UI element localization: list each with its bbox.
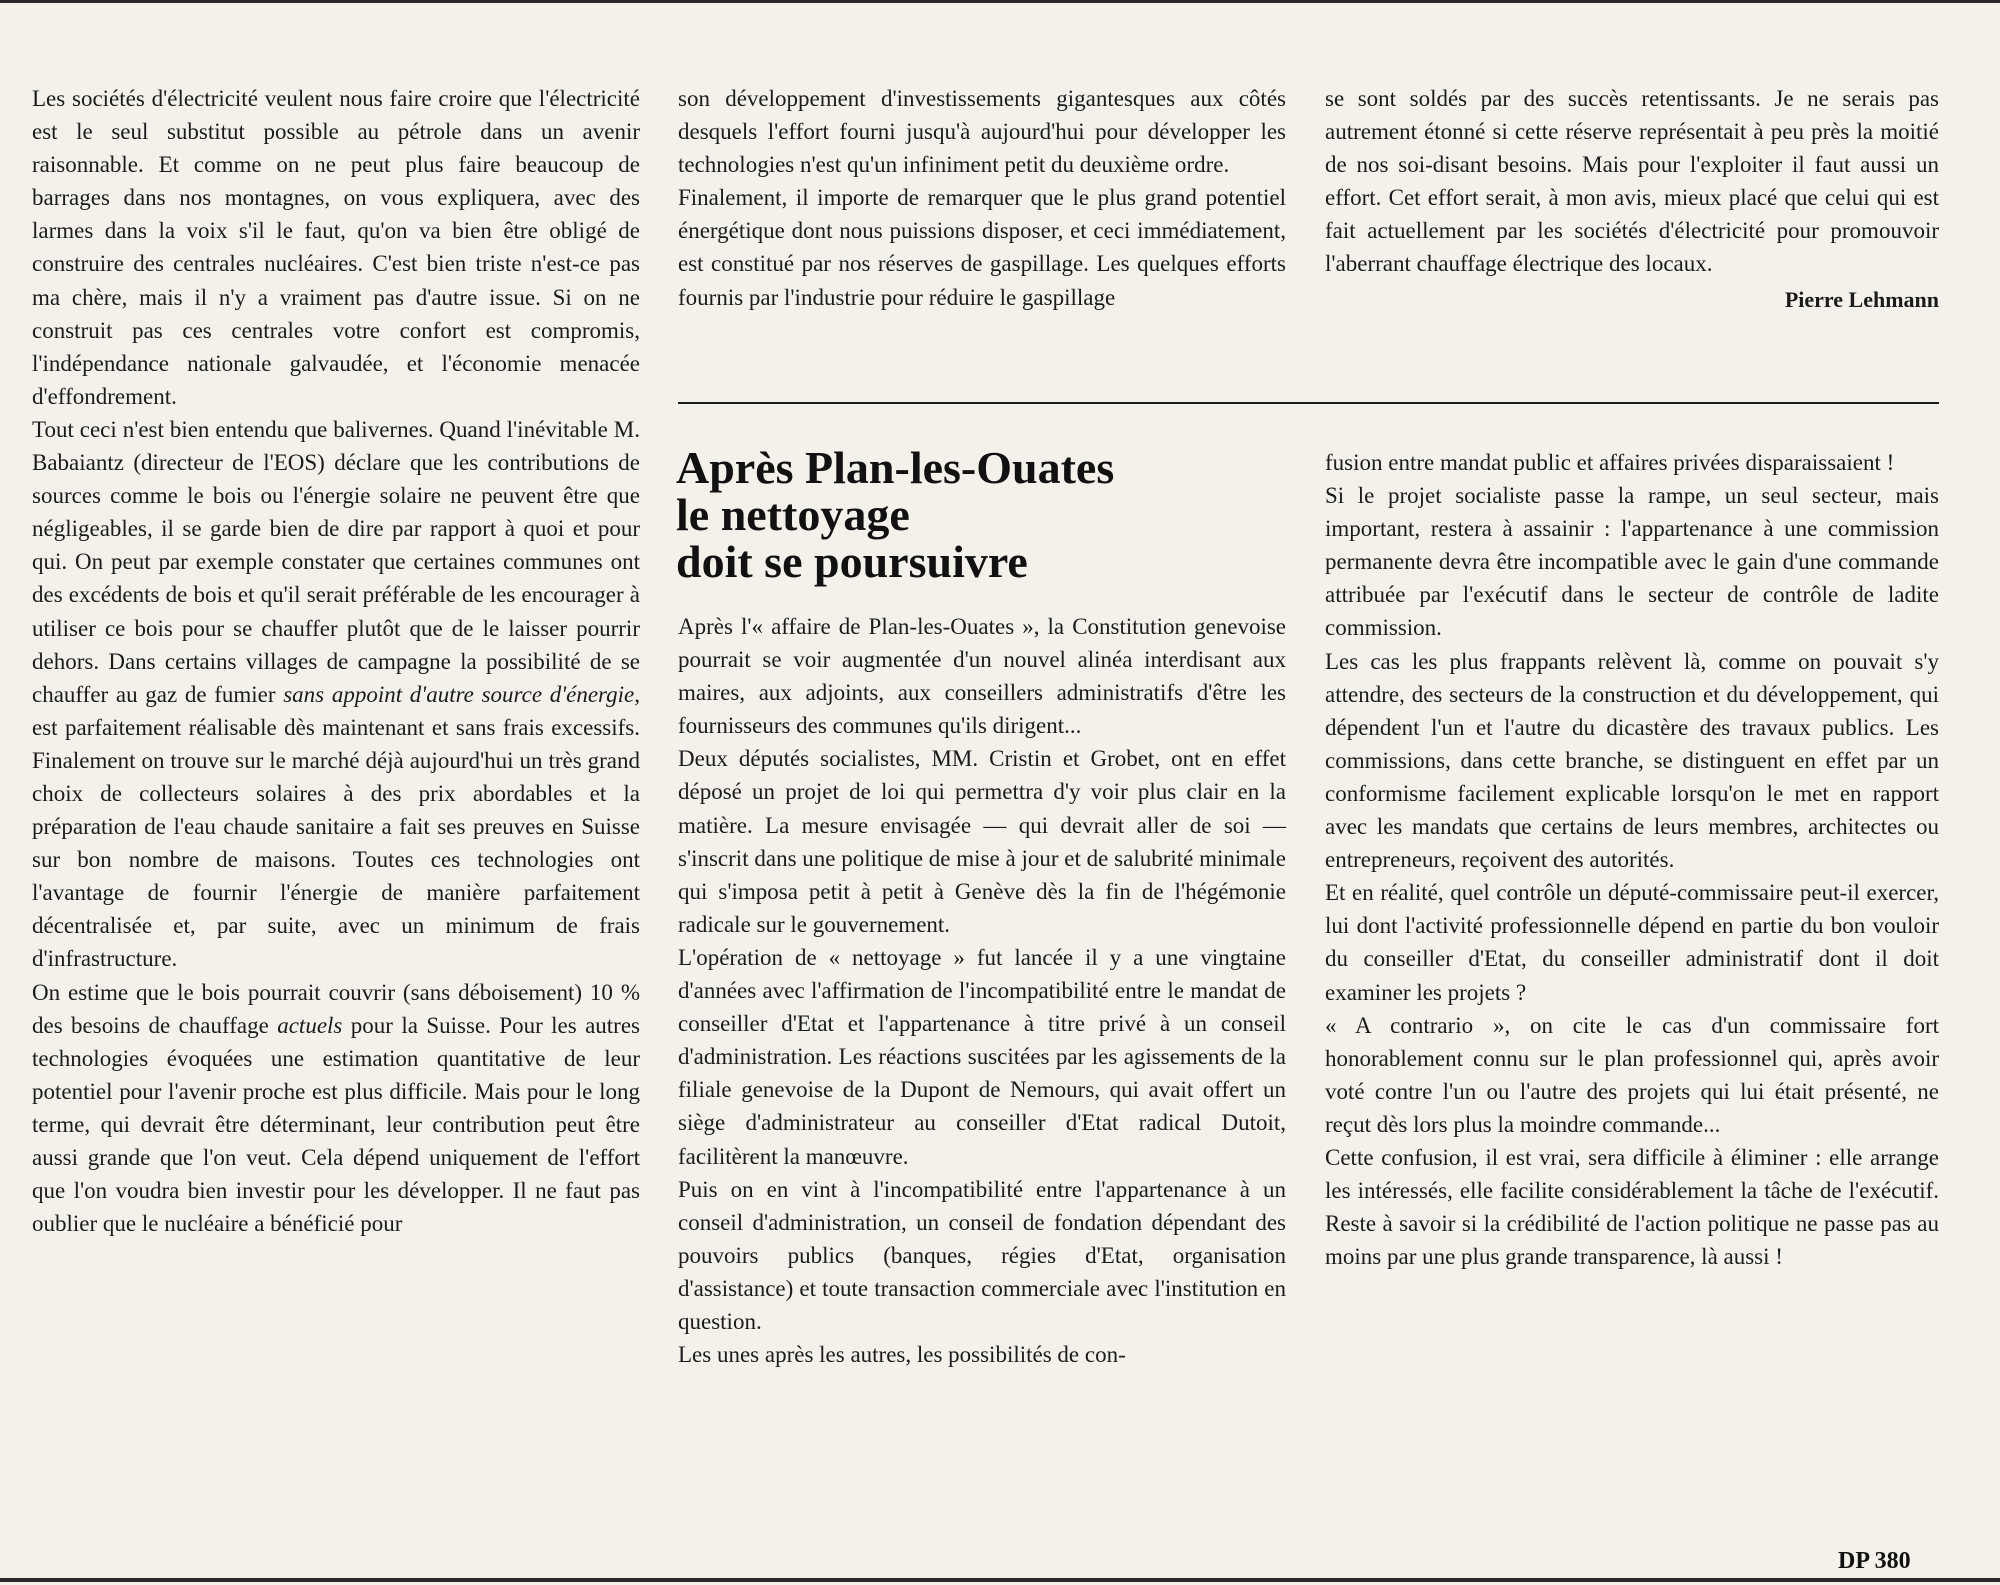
paragraph: Les cas les plus frappants relèvent là, comme on pouvait s'y attendre, des secteurs de la construction et du développement, qui dépendent l'un et l'autre du dicastère des travaux publics. Les commissions, dans cette branche, se distinguent en effet par un conformisme facilement explicable lorsqu'on le met en rapport avec les mandats que certains de leurs membres, architectes ou entrepreneurs, reçoivent des autorités. bbox=[1325, 648, 1939, 873]
paragraph: se sont soldés par des succès retentissants. Je ne serais pas autrement étonné si cette réserve représentait à peu près la moitié de nos soi-disant besoins. Mais pour l'exploiter il faut aussi un effort. Cet effort serait, à mon avis, mieux placé que celui qui est fait actuellement par les sociétés d'électricité pour promouvoir l'aberrant chauffage électrique des locaux. bbox=[1325, 86, 1939, 277]
paragraph-text: On estime que le bois pourrait couvrir (sans déboisement) 10 % des besoins de chauffage bbox=[32, 979, 640, 1038]
paragraph: Après l'« affaire de Plan-les-Ouates », la Constitution genevoise pourrait se voir augmentée d'un nouvel alinéa interdisant aux maires, aux adjoints, aux conseillers administratifs d'être les fournisseurs des communes qu'ils dirigent... bbox=[678, 614, 1286, 739]
paragraph bbox=[32, 413, 640, 976]
italic-word: actuels bbox=[277, 1012, 343, 1038]
page-number: DP 380 bbox=[1838, 1548, 1911, 1574]
paragraph: son développement d'investissements gigantesques aux côtés desquels l'effort fourni jusqu'à aujourd'hui pour développer les technologies n'est qu'un infiniment petit du deuxième ordre. bbox=[678, 86, 1286, 178]
paragraph bbox=[32, 976, 640, 1241]
paragraph: Les unes après les autres, les possibilités de con- bbox=[678, 1342, 1126, 1368]
bottom-edge-line bbox=[0, 1578, 2000, 1582]
paragraph-text: Tout ceci n'est bien entendu que balivernes. Quand l'inévitable M. Babaiantz (directeur de l'EOS) déclare que les contributions de sources comme le bois ou l'énergie solaire ne peuvent être que négligeables, il se garde bien de dire par rapport à quoi et pour qui. On peut par exemple constater que certaines communes ont des excédents de bois et qu'il serait préférable de les encourager à utiliser ce bois pour se chauffer plutôt que de le laisser pourrir dehors. Dans certains villages de campagne la possibilité de se chauffer au gaz de fumier bbox=[32, 416, 640, 707]
italic-phrase: sans appoint d'autre source d'énergie, bbox=[283, 681, 640, 707]
paragraph-text: pour la Suisse. Pour les autres technologies évoquées une estimation quantitative de leur potentiel pour l'avenir proche est plus difficile. Mais pour le long terme, qui devrait être déterminant, leur contribution peut être aussi grande que l'on veut. Cela dépend uniquement de l'effort que l'on voudra bien investir pour les développer. Il ne faut pas oublier que le nucléaire a bénéficié pour bbox=[32, 1012, 641, 1237]
paragraph: L'opération de « nettoyage » fut lancée il y a une vingtaine d'années avec l'affirmation de l'incompatibilité entre le mandat de conseiller d'Etat et l'appartenance à titre privé à un conseil d'administration. Les réactions suscitées par les agissements de la filiale genevoise de la Dupont de Nemours, qui avait offert un siège d'administrateur au conseiller d'Etat radical Dutoit, facilitèrent la manœuvre. bbox=[678, 944, 1286, 1169]
paragraph-text: est parfaitement réalisable dès maintenant et sans frais excessifs. Finalement on trouve sur le marché déjà aujourd'hui un très grand choix de collecteurs solaires à des prix abordables et la préparation de l'eau chaude sanitaire a fait ses preuves en Suisse sur bon nombre de maisons. Toutes ces technologies ont l'avantage de fournir l'énergie de manière parfaitement décentralisée et, par suite, avec un minimum de frais d'infrastructure. bbox=[32, 714, 640, 972]
author-signature: Pierre Lehmann bbox=[1784, 286, 1939, 312]
headline-line: doit se poursuivre bbox=[676, 536, 1028, 587]
paragraph: Cette confusion, il est vrai, sera difficile à éliminer : elle arrange les intéressés, elle facilite considérablement la tâche de l'exécutif. Reste à savoir si la crédibilité de l'action politique ne passe pas au moins par une plus grande transparence, là aussi ! bbox=[1325, 1144, 1939, 1270]
headline-line: Après Plan-les-Ouates bbox=[676, 442, 1115, 493]
column-3-top-text bbox=[1325, 82, 1939, 316]
paragraph: Puis on en vint à l'incompatibilité entre l'appartenance à un conseil d'administration, un conseil de fondation dépendant des pouvoirs publics (banques, régies d'Etat, organisation d'assistance) et toute transaction commerciale avec l'institution en question. bbox=[678, 1176, 1286, 1334]
paragraph: Et en réalité, quel contrôle un député-commissaire peut-il exercer, lui dont l'activité professionnelle dépend en partie du bon vouloir du conseiller d'Etat, du conseiller administratif dont il doit examiner les projets ? bbox=[1325, 880, 1939, 1005]
headline-line: le nettoyage bbox=[676, 489, 910, 540]
article-headline bbox=[676, 444, 1296, 585]
column-2-top-text bbox=[678, 82, 1286, 314]
column-1-text bbox=[32, 82, 640, 1240]
paragraph: Les sociétés d'électricité veulent nous faire croire que l'électricité est le seul substitut possible au pétrole dans un avenir raisonnable. Et comme on ne peut plus faire beaucoup de barrages dans nos montagnes, on vous expliquera, avec des larmes dans la voix s'il le faut, qu'on va bien être obligé de construire des centrales nucléaires. C'est bien triste n'est-ce pas ma chère, mais il n'y a vraiment pas d'autre issue. Si on ne construit pas ces centrales votre confort est compromis, l'indépendance nationale galvaudée, et l'économie menacée d'effondrement. bbox=[32, 86, 640, 409]
article-divider bbox=[678, 402, 1939, 404]
paragraph: Finalement, il importe de remarquer que le plus grand potentiel énergétique dont nous puissions disposer, et ceci immédiatement, est constitué par nos réserves de gaspillage. Les quelques efforts fournis par l'industrie pour réduire le gaspillage bbox=[678, 185, 1286, 310]
paragraph: fusion entre mandat public et affaires privées disparaissaient ! bbox=[1325, 450, 1895, 475]
paragraph: « A contrario », on cite le cas d'un commissaire fort honorablement connu sur le plan professionnel qui, après avoir voté contre l'un ou l'autre des projets qui lui était présenté, ne reçut dès lors plus la moindre commande... bbox=[1325, 1012, 1939, 1137]
article-2-column-3 bbox=[1325, 446, 1939, 1273]
article-2-column-2 bbox=[678, 610, 1286, 1371]
paragraph: Deux députés socialistes, MM. Cristin et Grobet, ont en effet déposé un projet de loi qui permettra d'y voir plus clair en la matière. La mesure envisagée — qui devrait aller de soi — s'inscrit dans une politique de mise à jour et de salubrité minimale qui s'imposa petit à petit à Genève dès la fin de l'hégémonie radicale sur le gouvernement. bbox=[678, 746, 1286, 937]
paragraph: Si le projet socialiste passe la rampe, un seul secteur, mais important, restera à assainir : l'appartenance à une commission permanente devra être incompatible avec le gain d'une commande attribuée par l'exécutif dans le secteur de contrôle de ladite commission. bbox=[1325, 483, 1939, 641]
top-edge-line bbox=[0, 0, 2000, 3]
